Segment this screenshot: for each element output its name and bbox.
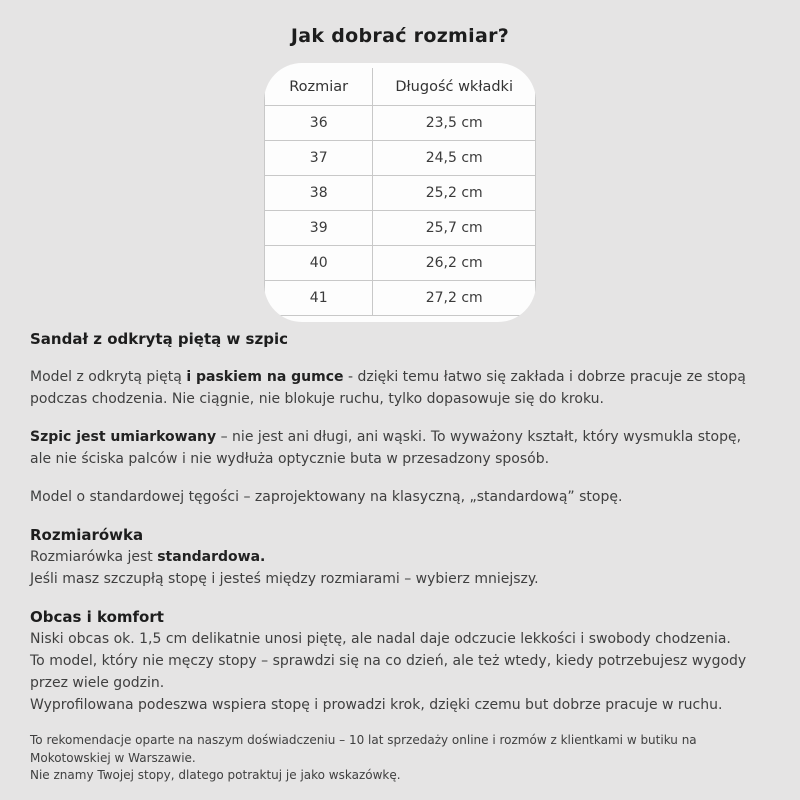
size-cell: 36 bbox=[265, 106, 373, 141]
length-cell: 25,7 cm bbox=[373, 211, 536, 246]
footnote-line: To rekomendacje oparte na naszym doświadczeniu – 10 lat sprzedaży online i rozmów z klientkami w butiku na bbox=[30, 733, 697, 747]
footnote-line: Mokotowskiej w Warszawie. bbox=[30, 750, 196, 765]
size-table-header-row bbox=[265, 68, 536, 106]
text-segment-bold: Szpic jest umiarkowany bbox=[30, 429, 217, 445]
size-cell: 41 bbox=[265, 281, 373, 316]
table-row bbox=[265, 141, 536, 176]
table-row bbox=[265, 211, 536, 246]
paragraph-line: ale nie ściska palców i nie wydłuża optycznie buta w przesadzony sposób. bbox=[30, 451, 550, 467]
page-title: Jak dobrać rozmiar? bbox=[290, 25, 510, 47]
section-heading-model: Sandał z odkrytą piętą w szpic bbox=[30, 330, 288, 348]
size-cell: 38 bbox=[265, 176, 373, 211]
length-cell: 26,2 cm bbox=[373, 246, 536, 281]
length-cell: 23,5 cm bbox=[373, 106, 536, 141]
section-heading-comfort: Obcas i komfort bbox=[30, 608, 164, 626]
size-cell: 39 bbox=[265, 211, 373, 246]
text-segment: Rozmiarówka jest bbox=[30, 549, 158, 565]
paragraph-toe-shape bbox=[30, 426, 775, 470]
size-column-header: Rozmiar bbox=[265, 68, 373, 106]
paragraph-line: To model, który nie męczy stopy – sprawdzi się na co dzień, ale też wtedy, kiedy potrzebujesz wygody bbox=[30, 653, 747, 669]
size-table bbox=[264, 68, 536, 316]
table-row bbox=[265, 246, 536, 281]
length-column-header: Długość wkładki bbox=[373, 68, 536, 106]
paragraph-line bbox=[30, 366, 775, 388]
table-row bbox=[265, 106, 536, 141]
length-cell: 24,5 cm bbox=[373, 141, 536, 176]
footnote-line: Nie znamy Twojej stopy, dlatego potraktuj je jako wskazówkę. bbox=[30, 768, 401, 782]
table-row bbox=[265, 176, 536, 211]
product-description bbox=[0, 328, 800, 785]
size-cell: 40 bbox=[265, 246, 373, 281]
paragraph-strap bbox=[30, 366, 775, 410]
length-cell: 27,2 cm bbox=[373, 281, 536, 316]
text-segment: - dzięki temu łatwo się zakłada i dobrze pracuje ze stopą bbox=[343, 369, 746, 385]
paragraph-line: Wyprofilowana podeszwa wspiera stopę i prowadzi krok, dzięki czemu but dobrze pracuje w ruchu. bbox=[30, 697, 723, 713]
paragraph-width bbox=[30, 486, 775, 508]
paragraph-line bbox=[30, 546, 775, 568]
length-cell: 25,2 cm bbox=[373, 176, 536, 211]
section-comfort bbox=[30, 606, 775, 716]
paragraph-line: przez wiele godzin. bbox=[30, 675, 165, 691]
paragraph-line: Model o standardowej tęgości – zaprojektowany na klasyczną, „standardową” stopę. bbox=[30, 489, 623, 505]
paragraph-line: Niski obcas ok. 1,5 cm delikatnie unosi piętę, ale nadal daje odczucie lekkości i swobody chodzenia. bbox=[30, 631, 731, 647]
table-row bbox=[265, 281, 536, 316]
paragraph-line bbox=[30, 426, 775, 448]
paragraph-line: podczas chodzenia. Nie ciągnie, nie blokuje ruchu, tylko dopasowuje się do kroku. bbox=[30, 391, 604, 407]
section-sizing bbox=[30, 524, 775, 590]
footnote bbox=[30, 732, 775, 785]
size-table-card-wrap bbox=[0, 63, 800, 322]
paragraph-line: Jeśli masz szczupłą stopę i jesteś między rozmiarami – wybierz mniejszy. bbox=[30, 571, 539, 587]
text-segment-bold: i paskiem na gumce bbox=[186, 369, 344, 385]
text-segment: – nie jest ani długi, ani wąski. To wyważony kształt, który wysmukla stopę, bbox=[216, 429, 742, 445]
section-heading-sizing: Rozmiarówka bbox=[30, 526, 144, 544]
text-segment-bold: standardowa. bbox=[157, 549, 266, 565]
size-cell: 37 bbox=[265, 141, 373, 176]
text-segment: Model z odkrytą piętą bbox=[30, 369, 187, 385]
size-table-card bbox=[264, 63, 536, 322]
